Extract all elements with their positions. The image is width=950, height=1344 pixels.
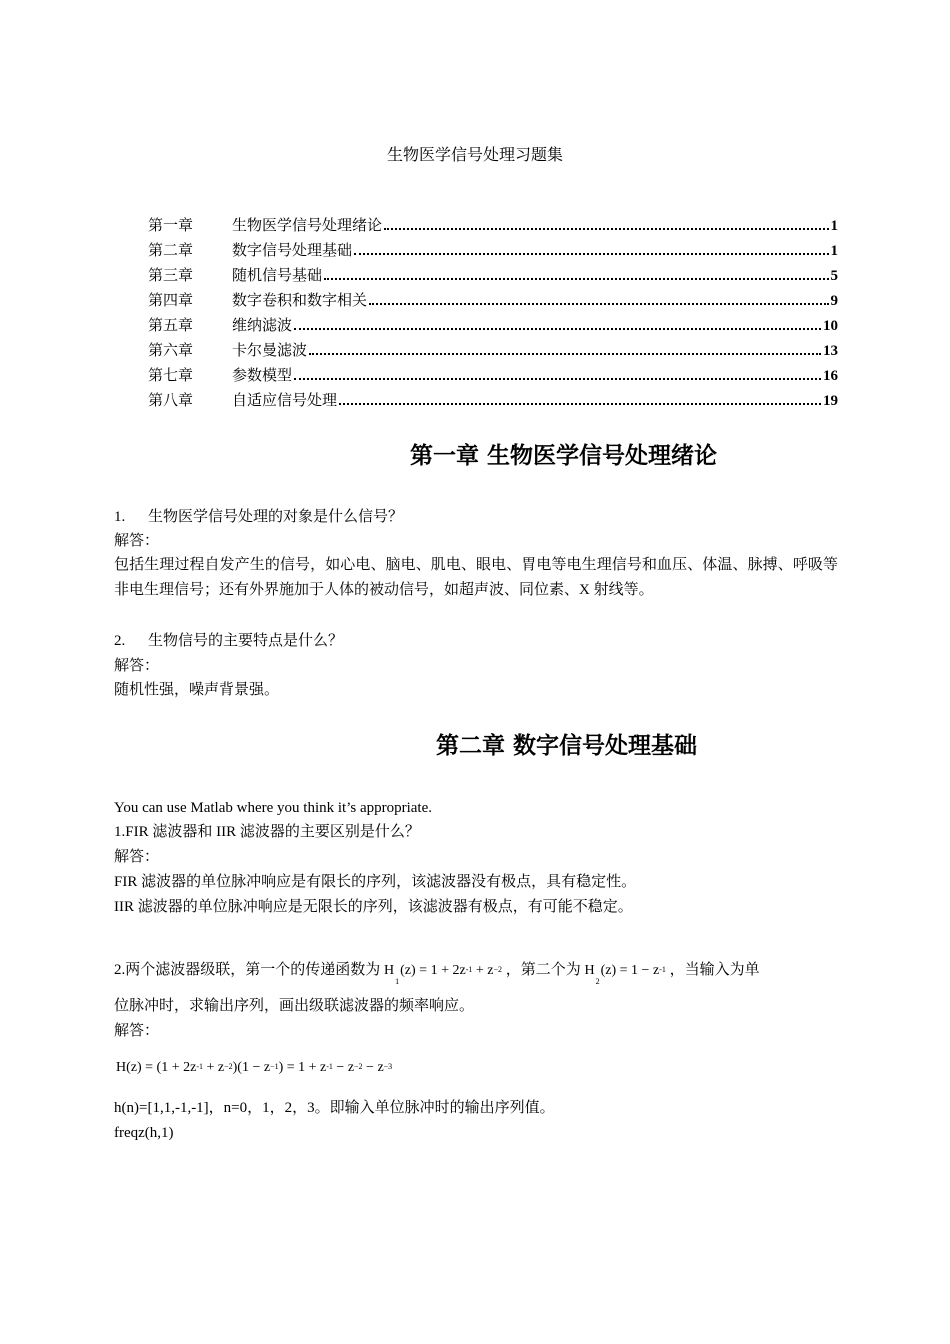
- toc-row[interactable]: [148, 264, 838, 289]
- answer-2: 随机性强，噪声背景强。: [114, 682, 280, 698]
- question-1: 1.FIR 滤波器和 IIR 滤波器的主要区别是什么？: [114, 824, 420, 840]
- formula-h2: $H_2(z) = 1 - z-1$: [584, 963, 666, 986]
- toc-leader: [339, 402, 821, 405]
- toc-page: 16: [823, 368, 838, 384]
- table-of-contents: [148, 214, 838, 414]
- toc-chapter: 第五章: [148, 318, 194, 334]
- toc-leader: [324, 277, 828, 280]
- toc-chapter: 第八章: [148, 393, 194, 409]
- toc-page: 1: [830, 243, 838, 259]
- toc-leader: [294, 327, 821, 330]
- answer-label: 解答：: [114, 1023, 160, 1039]
- output-sequence: h(n)=[1,1,-1,-1]，n=0，1，2，3。即输入单位脉冲时的输出序列值。: [114, 1100, 555, 1116]
- toc-page: 13: [823, 343, 838, 359]
- answer-label: 解答：: [114, 849, 160, 865]
- matlab-command: freqz(h,1): [114, 1125, 174, 1141]
- toc-title: 生物医学信号处理绪论: [232, 218, 383, 234]
- answer-label: 解答：: [114, 533, 160, 549]
- toc-row[interactable]: [148, 339, 838, 364]
- question-2-line-2: 位脉冲时，求输出序列，画出级联滤波器的频率响应。: [114, 998, 475, 1014]
- toc-leader: [294, 377, 821, 380]
- toc-chapter: 第一章: [148, 218, 194, 234]
- toc-chapter: 第四章: [148, 293, 194, 309]
- toc-title: 数字卷积和数字相关: [232, 293, 368, 309]
- question-2-text: ，第二个为: [505, 962, 581, 978]
- chapter-1-heading: 第一章 生物医学信号处理绪论: [410, 443, 718, 469]
- question-1-number: 1.: [114, 509, 126, 525]
- toc-row[interactable]: [148, 239, 838, 264]
- toc-chapter: 第七章: [148, 368, 194, 384]
- toc-title: 卡尔曼滤波: [232, 343, 308, 359]
- toc-row[interactable]: [148, 214, 838, 239]
- toc-leader: [309, 352, 821, 355]
- answer-1-fir: FIR 滤波器的单位脉冲响应是有限长的序列，该滤波器没有极点，具有稳定性。: [114, 874, 637, 890]
- toc-row[interactable]: [148, 289, 838, 314]
- toc-leader: [384, 227, 828, 230]
- toc-row[interactable]: [148, 314, 838, 339]
- toc-row[interactable]: [148, 389, 838, 414]
- question-2-number: 2.: [114, 633, 126, 649]
- toc-leader: [354, 252, 828, 255]
- toc-title: 数字信号处理基础: [232, 243, 353, 259]
- answer-label: 解答：: [114, 658, 160, 674]
- question-2: 生物信号的主要特点是什么？: [148, 633, 344, 649]
- question-2-text: ，当输入为单: [669, 962, 760, 978]
- toc-chapter: 第二章: [148, 243, 194, 259]
- answer-1: 包括生理过程自发产生的信号，如心电、脑电、肌电、眼电、胃电等电生理信号和血压、体温、脉搏、呼吸等非电生理信号；还有外界施加于人体的被动信号，如超声波、同位素、X 射线等。: [114, 557, 838, 598]
- toc-page: 1: [830, 218, 838, 234]
- formula-cascade: H(z) = (1 + 2z-1 + z−2)(1 − z−1) = 1 + z-1 − z−2 − z−3: [116, 1060, 393, 1075]
- toc-page: 5: [830, 268, 838, 284]
- question-1: 生物医学信号处理的对象是什么信号？: [148, 509, 404, 525]
- toc-chapter: 第六章: [148, 343, 194, 359]
- toc-page: 10: [823, 318, 838, 334]
- toc-page: 9: [830, 293, 838, 309]
- document-title: 生物医学信号处理习题集: [386, 147, 563, 164]
- matlab-note: You can use Matlab where you think it’s appropriate.: [114, 800, 432, 816]
- toc-title: 维纳滤波: [232, 318, 293, 334]
- answer-1-iir: IIR 滤波器的单位脉冲响应是无限长的序列，该滤波器有极点，有可能不稳定。: [114, 899, 633, 915]
- formula-h1: $H_1(z) = 1 + 2z-1 + z-2$: [384, 963, 502, 986]
- question-2-text: 2.两个滤波器级联，第一个的传递函数为: [114, 962, 381, 978]
- toc-title: 参数模型: [232, 368, 293, 384]
- toc-chapter: 第三章: [148, 268, 194, 284]
- question-2-line: [114, 960, 760, 986]
- toc-row[interactable]: [148, 364, 838, 389]
- chapter-2-heading: 第二章 数字信号处理基础: [436, 733, 698, 759]
- toc-page: 19: [823, 393, 838, 409]
- toc-title: 随机信号基础: [232, 268, 323, 284]
- toc-title: 自适应信号处理: [232, 393, 338, 409]
- toc-leader: [369, 302, 828, 305]
